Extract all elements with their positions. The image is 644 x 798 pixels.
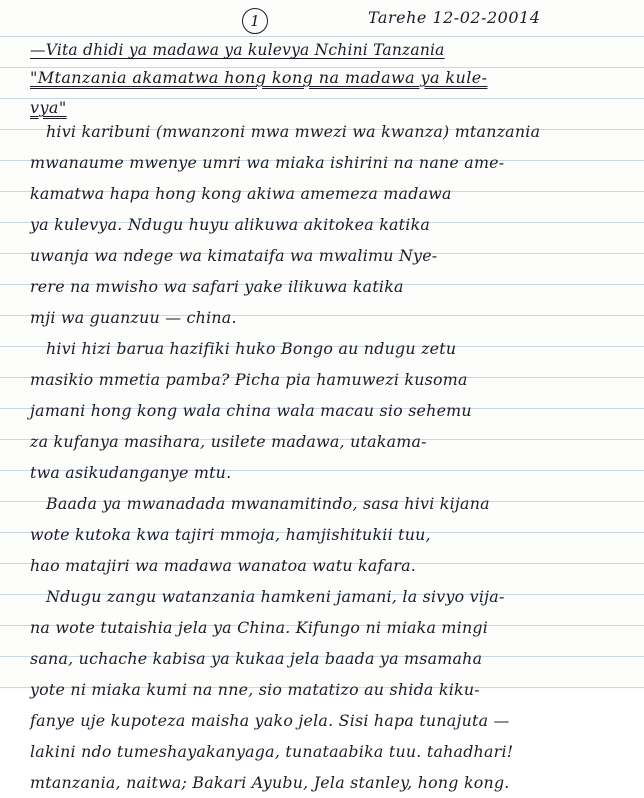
body-line: hao matajiri wa madawa wanatoa watu kafara. — [30, 556, 417, 575]
page-number: 1 — [242, 8, 268, 34]
body-line: hivi hizi barua hazifiki huko Bongo au ndugu zetu — [46, 339, 457, 358]
body-line: hivi karibuni (mwanzoni mwa mwezi wa kwanza) mtanzania — [46, 122, 541, 141]
body-line: kamatwa hapa hong kong akiwa amemeza madawa — [30, 184, 452, 203]
page-header — [0, 2, 644, 36]
signature-line: mtanzania, naitwa; Bakari Ayubu, Jela stanley, hong kong. — [30, 773, 510, 792]
title-block — [30, 38, 630, 122]
body-line: lakini ndo tumeshayakanyaga, tunataabika tuu. tahadhari! — [30, 742, 514, 761]
body-line: mwanaume mwenye umri wa miaka ishirini na nane ame- — [30, 153, 505, 172]
body-line: rere na mwisho wa safari yake ilikuwa katika — [30, 277, 404, 296]
date-line: Tarehe 12-02-20014 — [368, 8, 541, 27]
title-line-1 — [30, 38, 630, 62]
body-line: ya kulevya. Ndugu huyu alikuwa akitokea katika — [30, 215, 431, 234]
body-line: mji wa guanzuu — china. — [30, 308, 237, 327]
body-line: Baada ya mwanadada mwanamitindo, sasa hivi kijana — [46, 494, 490, 513]
body-line: sana, uchache kabisa ya kukaa jela baada ya msamaha — [30, 649, 483, 668]
body-line: Ndugu zangu watanzania hamkeni jamani, la sivyo vija- — [46, 587, 505, 606]
headline-line-2: vya" — [30, 98, 67, 117]
headline-line-1: "Mtanzania akamatwa hong kong na madawa ya kule- — [30, 68, 488, 87]
body-line: za kufanya masihara, usilete madawa, utakama- — [30, 432, 427, 451]
title-text: —Vita dhidi ya madawa ya kulevya Nchini Tanzania — [30, 41, 445, 59]
body-line: na wote tutaishia jela ya China. Kifungo ni miaka mingi — [30, 618, 489, 637]
body-line: uwanja wa ndege wa kimataifa wa mwalimu Nye- — [30, 246, 438, 265]
body-line: twa asikudanganye mtu. — [30, 463, 232, 482]
body-line: jamani hong kong wala china wala macau sio sehemu — [30, 401, 472, 420]
letter-body — [30, 116, 640, 798]
body-line: fanye uje kupoteza maisha yako jela. Sisi hapa tunajuta — — [30, 711, 510, 730]
body-line: wote kutoka kwa tajiri mmoja, hamjishitukii tuu, — [30, 525, 431, 544]
body-line: masikio mmetia pamba? Picha pia hamuwezi kusoma — [30, 370, 468, 389]
body-line: yote ni miaka kumi na nne, sio matatizo au shida kiku- — [30, 680, 480, 699]
